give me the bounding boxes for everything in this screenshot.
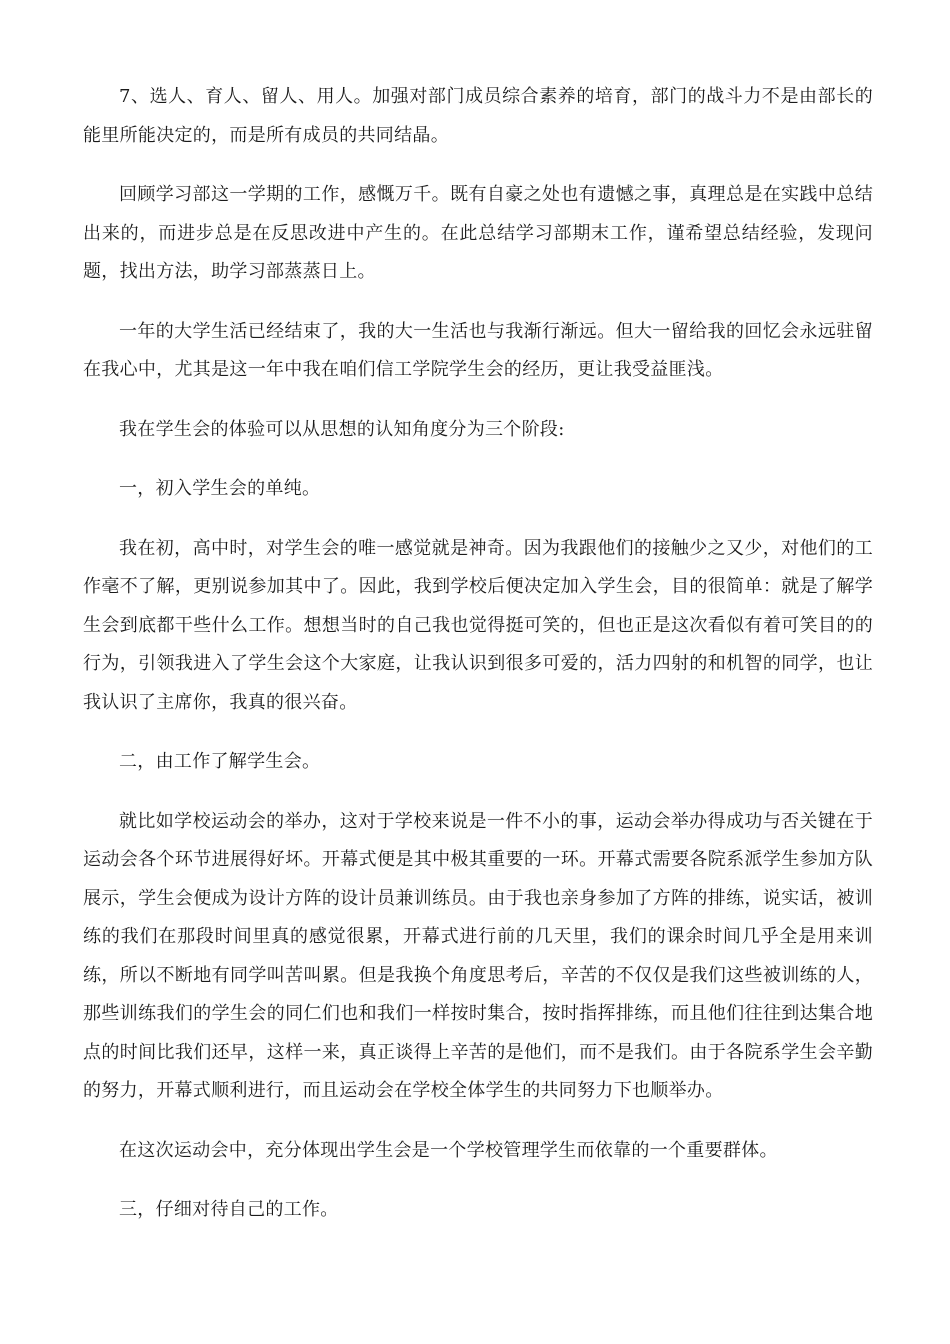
paragraph-sports-meet: 就比如学校运动会的举办，这对于学校来说是一件不小的事，运动会举办得成功与否关键在于运动会各个环节进展得好坏。开幕式便是其中极其重要的一环。开幕式需要各院系派学生参加方队展示，学生会便成为设计方阵的设计员兼训练员。由于我也亲身参加了方阵的排练，说实话，被训练的我们在那段时间里真的感觉很累，开幕式进行前的几天里，我们的课余时间几乎全是用来训练，所以不断地有同学叫苦叫累。但是我换个角度思考后，辛苦的不仅仅是我们这些被训练的人，那些训练我们的学生会的同仁们也和我们一样按时集合，按时指挥排练，而且他们往往到达集合地点的时间比我们还早，这样一来，真正谈得上辛苦的是他们，而不是我们。由于各院系学生会辛勤的努力，开幕式顺利进行，而且运动会在学校全体学生的共同努力下也顺举办。 — [83, 810, 873, 1101]
heading-stage-one: 一，初入学生会的单纯。 — [119, 478, 321, 499]
paragraph-semester-review: 回顾学习部这一学期的工作，感慨万千。既有自豪之处也有遗憾之事，真理总是在实践中总结出来的，而进步总是在反思改进中产生的。在此总结学习部期末工作，谨希望总结经验，发现问题，找出方法，助学习部蒸蒸日上。 — [83, 184, 873, 282]
paragraph-three-stages-intro: 我在学生会的体验可以从思想的认知角度分为三个阶段: — [119, 418, 565, 440]
document-page — [83, 78, 873, 1251]
heading-stage-three: 三，仔细对待自己的工作。 — [119, 1199, 339, 1220]
paragraph-sports-meet-conclusion: 在这次运动会中，充分体现出学生会是一个学校管理学生而依靠的一个重要群体。 — [119, 1139, 778, 1161]
paragraph-recruit-develop-retain: 7、选人、育人、留人、用人。加强对部门成员综合素养的培育，部门的战斗力不是由部长的能里所能决定的，而是所有成员的共同结晶。 — [83, 86, 873, 146]
paragraph-stage-one: 我在初，高中时，对学生会的唯一感觉就是神奇。因为我跟他们的接触少之又少，对他们的工作毫不了解，更别说参加其中了。因此，我到学校后便决定加入学生会，目的很简单：就是了解学生会到底都干些什么工作。想想当时的自己我也觉得挺可笑的，但也正是这次看似有着可笑目的的行为，引领我进入了学生会这个大家庭，让我认识到很多可爱的，活力四射的和机智的同学，也让我认识了主席你，我真的很兴奋。 — [83, 537, 873, 713]
paragraph-freshman-year: 一年的大学生活已经结束了，我的大一生活也与我渐行渐远。但大一留给我的回忆会永远驻留在我心中，尤其是这一年中我在咱们信工学院学生会的经历，更让我受益匪浅。 — [83, 320, 873, 380]
heading-stage-two: 二，由工作了解学生会。 — [119, 751, 321, 772]
